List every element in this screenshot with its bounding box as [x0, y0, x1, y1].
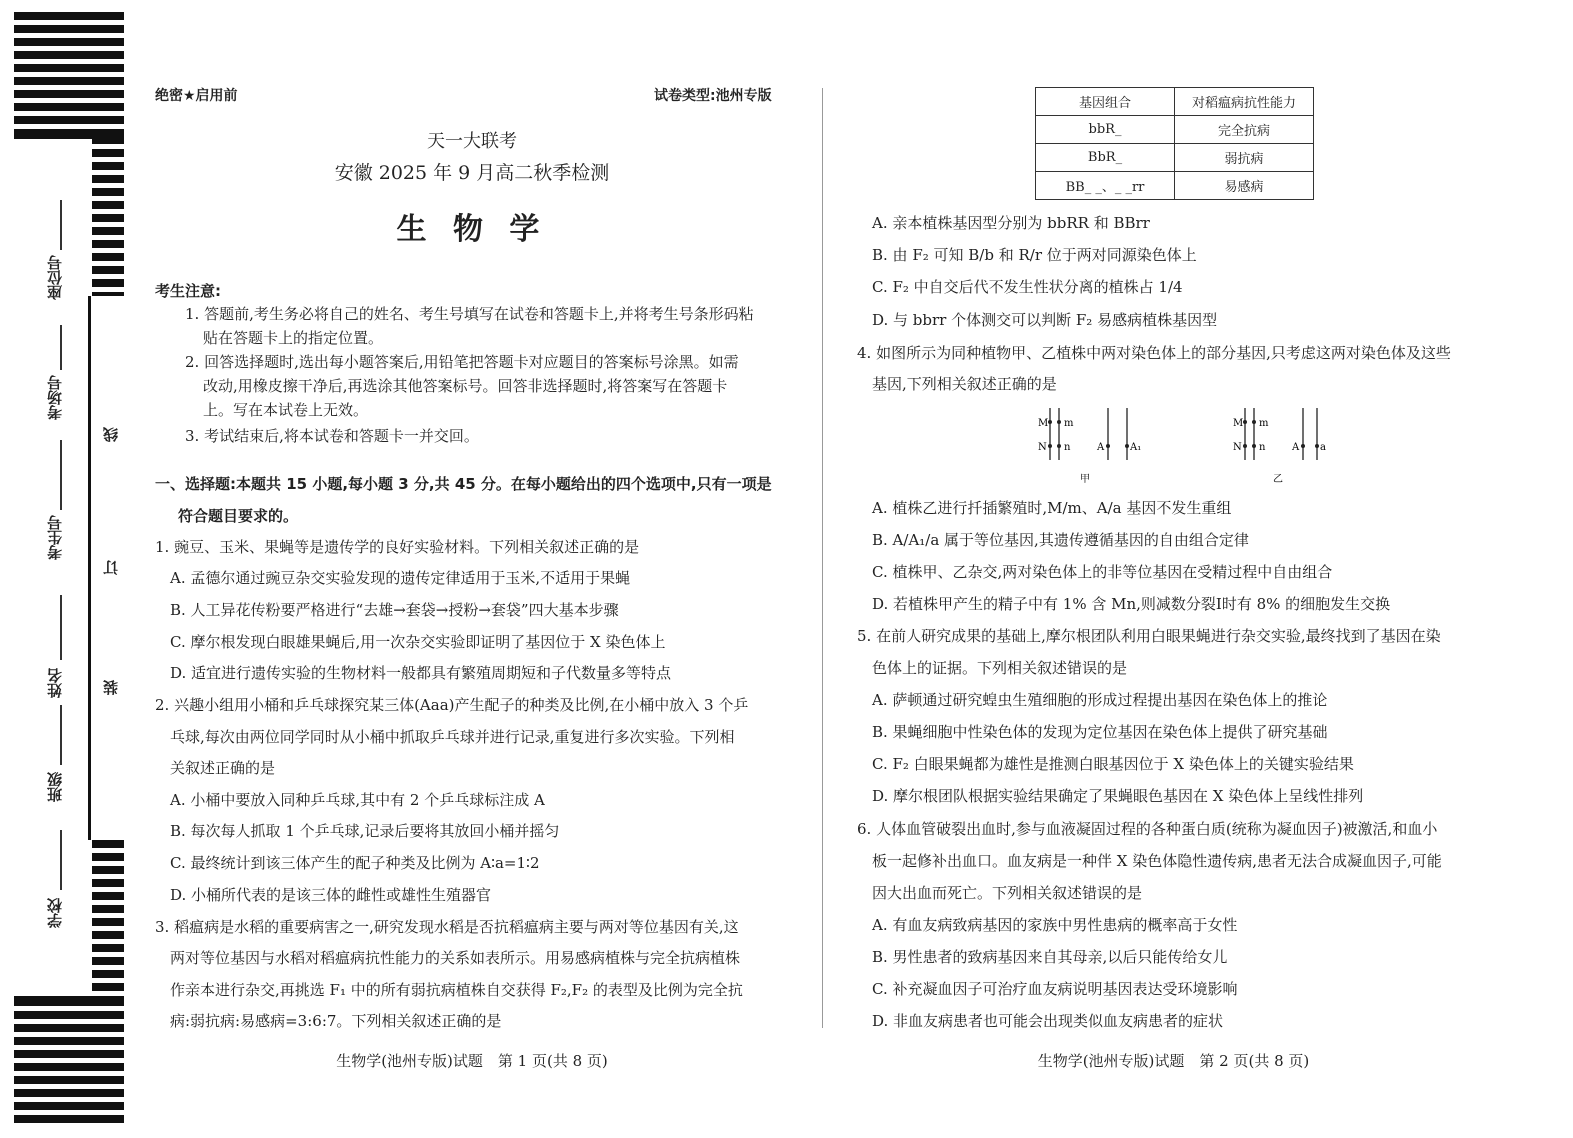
- school-label: 学校: [46, 898, 64, 928]
- column-divider: [822, 88, 823, 1028]
- footer-page-1: 生物学(池州专版)试题 第 1 页(共 8 页): [336, 1052, 608, 1070]
- table-header: 基因组合: [1036, 88, 1175, 116]
- option: C. F₂ 中自交后代不发生性状分离的植株占 1/4: [872, 278, 1183, 296]
- notice-line: 上。写在本试卷上无效。: [203, 401, 369, 419]
- option: C. 补充凝血因子可治疗血友病说明基因表达受环境影响: [872, 980, 1238, 998]
- table-cell: BbR_: [1036, 144, 1175, 172]
- notice-line: 3. 考试结束后,将本试卷和答题卡一并交回。: [185, 427, 479, 445]
- binding-line: [88, 296, 91, 840]
- question-4: 4. 如图所示为同种植物甲、乙植株中两对染色体上的部分基因,只考虑这两对染色体及这些: [857, 344, 1451, 362]
- confidential-mark: 绝密★启用前: [155, 88, 238, 104]
- question-text: 板一起修补出血口。血友病是一种伴 X 染色体隐性遗传病,患者无法合成凝血因子,可能: [872, 852, 1442, 870]
- question-text: 基因,下列相关叙述正确的是: [872, 375, 1057, 393]
- notice-line: 改动,用橡皮擦干净后,再选涂其他答案标号。回答非选择题时,将答案写在答题卡: [203, 377, 728, 395]
- question-text: 两对等位基因与水稻对稻瘟病抗性能力的关系如表所示。用易感病植株与完全抗病植株: [170, 949, 741, 967]
- plant-label: 甲: [1080, 474, 1090, 485]
- table-cell: BB_ _、_ _rr: [1036, 172, 1175, 200]
- room-number-label: 考场号: [46, 375, 64, 420]
- option: B. 人工异花传粉要严格进行“去雄→套袋→授粉→套袋”四大基本步骤: [170, 601, 619, 619]
- cut-mark-bind: 装: [102, 680, 120, 695]
- plant-jia: [1038, 408, 1141, 485]
- question-2: 2. 兴趣小组用小桶和乒乓球探究某三体(Aaa)产生配子的种类及比例,在小桶中放入 3 个乒: [155, 696, 749, 714]
- chromosome-figure: [1030, 404, 1350, 486]
- option: C. 植株甲、乙杂交,两对染色体上的非等位基因在受精过程中自由组合: [872, 563, 1333, 581]
- gene-label: m: [1259, 418, 1269, 429]
- gene-label: M: [1233, 418, 1244, 429]
- option: C. 最终统计到该三体产生的配子种类及比例为 A∶a=1∶2: [170, 854, 540, 872]
- seat-number-label: 座位号: [46, 255, 64, 300]
- binding-stripe-lower: [92, 840, 124, 1000]
- question-text: 关叙述正确的是: [170, 759, 276, 777]
- question-5: 5. 在前人研究成果的基础上,摩尔根团队利用白眼果蝇进行杂交实验,最终找到了基因在染: [857, 627, 1441, 645]
- option: D. 摩尔根团队根据实验结果确定了果蝇眼色基因在 X 染色体上呈线性排列: [872, 787, 1364, 805]
- gene-label: A: [1292, 442, 1300, 453]
- class-label: 班级: [46, 772, 64, 802]
- notice-line: 1. 答题前,考生务必将自己的姓名、考生号填写在试卷和答题卡上,并将考生号条形码粘: [185, 305, 754, 323]
- section-heading: 一、选择题:本题共 15 小题,每小题 3 分,共 45 分。在每小题给出的四个选项中,只有一项是: [155, 475, 772, 493]
- exam-name: 天一大联考: [427, 131, 517, 152]
- option: D. 适宜进行遗传实验的生物材料一般都具有繁殖周期短和子代数量多等特点: [170, 664, 672, 682]
- option: B. 男性患者的致病基因来自其母亲,以后只能传给女儿: [872, 948, 1228, 966]
- option: D. 若植株甲产生的精子中有 1% 含 Mn,则减数分裂Ⅰ时有 8% 的细胞发生交换: [872, 595, 1391, 613]
- gene-label: m: [1064, 418, 1074, 429]
- table-header: 对稻瘟病抗性能力: [1175, 88, 1314, 116]
- option: A. 亲本植株基因型分别为 bbRR 和 BBrr: [872, 214, 1150, 232]
- option: A. 孟德尔通过豌豆杂交实验发现的遗传定律适用于玉米,不适用于果蝇: [170, 569, 631, 587]
- table-cell: 弱抗病: [1175, 144, 1314, 172]
- option: A. 有血友病致病基因的家族中男性患病的概率高于女性: [872, 916, 1238, 934]
- cut-mark-line: 线: [102, 427, 120, 442]
- plant-yi: [1233, 408, 1326, 485]
- option: D. 非血友病患者也可能会出现类似血友病患者的症状: [872, 1012, 1224, 1030]
- name-label: 姓名: [46, 668, 64, 698]
- cut-mark-staple: 订: [102, 560, 120, 575]
- gene-label: M: [1038, 418, 1049, 429]
- gene-label: A₁: [1130, 442, 1142, 453]
- question-text: 病:弱抗病:易感病=3:6:7。下列相关叙述正确的是: [170, 1012, 502, 1030]
- gene-label: a: [1320, 442, 1326, 453]
- option: B. 果蝇细胞中性染色体的发现为定位基因在染色体上提供了研究基础: [872, 723, 1328, 741]
- fill-line: [60, 595, 62, 660]
- subject-title: 生 物 学: [396, 212, 548, 247]
- option: D. 与 bbrr 个体测交可以判断 F₂ 易感病植株基因型: [872, 311, 1218, 329]
- paper-type: 试卷类型:池州专版: [654, 88, 772, 104]
- option: C. F₂ 白眼果蝇都为雄性是推测白眼基因位于 X 染色体上的关键实验结果: [872, 755, 1354, 773]
- option: A. 萨顿通过研究蝗虫生殖细胞的形成过程提出基因在染色体上的推论: [872, 691, 1328, 709]
- option: A. 植株乙进行扦插繁殖时,M/m、A/a 基因不发生重组: [872, 499, 1232, 517]
- plant-label: 乙: [1273, 474, 1283, 485]
- table-cell: bbR_: [1036, 116, 1175, 144]
- option: A. 小桶中要放入同种乒乓球,其中有 2 个乒乓球标注成 A: [170, 791, 545, 809]
- fill-line: [60, 830, 62, 890]
- section-heading-cont: 符合题目要求的。: [178, 507, 299, 525]
- gene-label: N: [1038, 442, 1047, 453]
- gene-label: A: [1097, 442, 1105, 453]
- fill-line: [60, 325, 62, 370]
- question-text: 乓球,每次由两位同学同时从小桶中抓取乒乓球并进行记录,重复进行多次实验。下列相: [170, 728, 735, 746]
- option: B. 每次每人抓取 1 个乒乓球,记录后要将其放回小桶并摇匀: [170, 822, 560, 840]
- table-cell: 易感病: [1175, 172, 1314, 200]
- option: D. 小桶所代表的是该三体的雌性或雄性生殖器官: [170, 886, 492, 904]
- question-text: 色体上的证据。下列相关叙述错误的是: [872, 659, 1128, 677]
- question-3: 3. 稻瘟病是水稻的重要病害之一,研究发现水稻是否抗稻瘟病主要与两对等位基因有关,这: [155, 918, 739, 936]
- table-cell: 完全抗病: [1175, 116, 1314, 144]
- notice-line: 贴在答题卡上的指定位置。: [203, 329, 384, 347]
- fill-line: [60, 705, 62, 765]
- binding-stripe-top: [14, 12, 124, 136]
- option: C. 摩尔根发现白眼雄果蝇后,用一次杂交实验即证明了基因位于 X 染色体上: [170, 633, 666, 651]
- gene-label: n: [1259, 442, 1266, 453]
- option: B. A/A₁/a 属于等位基因,其遗传遵循基因的自由组合定律: [872, 531, 1249, 549]
- footer-page-2: 生物学(池州专版)试题 第 2 页(共 8 页): [1037, 1052, 1310, 1070]
- question-1: 1. 豌豆、玉米、果蝇等是遗传学的良好实验材料。下列相关叙述正确的是: [155, 538, 640, 556]
- gene-resistance-table: [1035, 87, 1314, 200]
- question-text: 作亲本进行杂交,再挑选 F₁ 中的所有弱抗病植株自交获得 F₂,F₂ 的表型及比例为完全抗: [170, 981, 743, 999]
- question-6: 6. 人体血管破裂出血时,参与血液凝固过程的各种蛋白质(统称为凝血因子)被激活,和血小: [857, 820, 1438, 838]
- gene-label: n: [1064, 442, 1071, 453]
- fill-line: [60, 440, 62, 510]
- question-text: 因大出血而死亡。下列相关叙述错误的是: [872, 884, 1143, 902]
- exam-title: 安徽 2025 年 9 月高二秋季检测: [334, 162, 610, 184]
- notice-title: 考生注意:: [155, 282, 221, 300]
- notice-line: 2. 回答选择题时,选出每小题答案后,用铅笔把答题卡对应题目的答案标号涂黑。如需: [185, 353, 739, 371]
- option: B. 由 F₂ 可知 B/b 和 R/r 位于两对同源染色体上: [872, 246, 1197, 264]
- candidate-number-label: 考生号: [46, 515, 64, 560]
- gene-label: N: [1233, 442, 1242, 453]
